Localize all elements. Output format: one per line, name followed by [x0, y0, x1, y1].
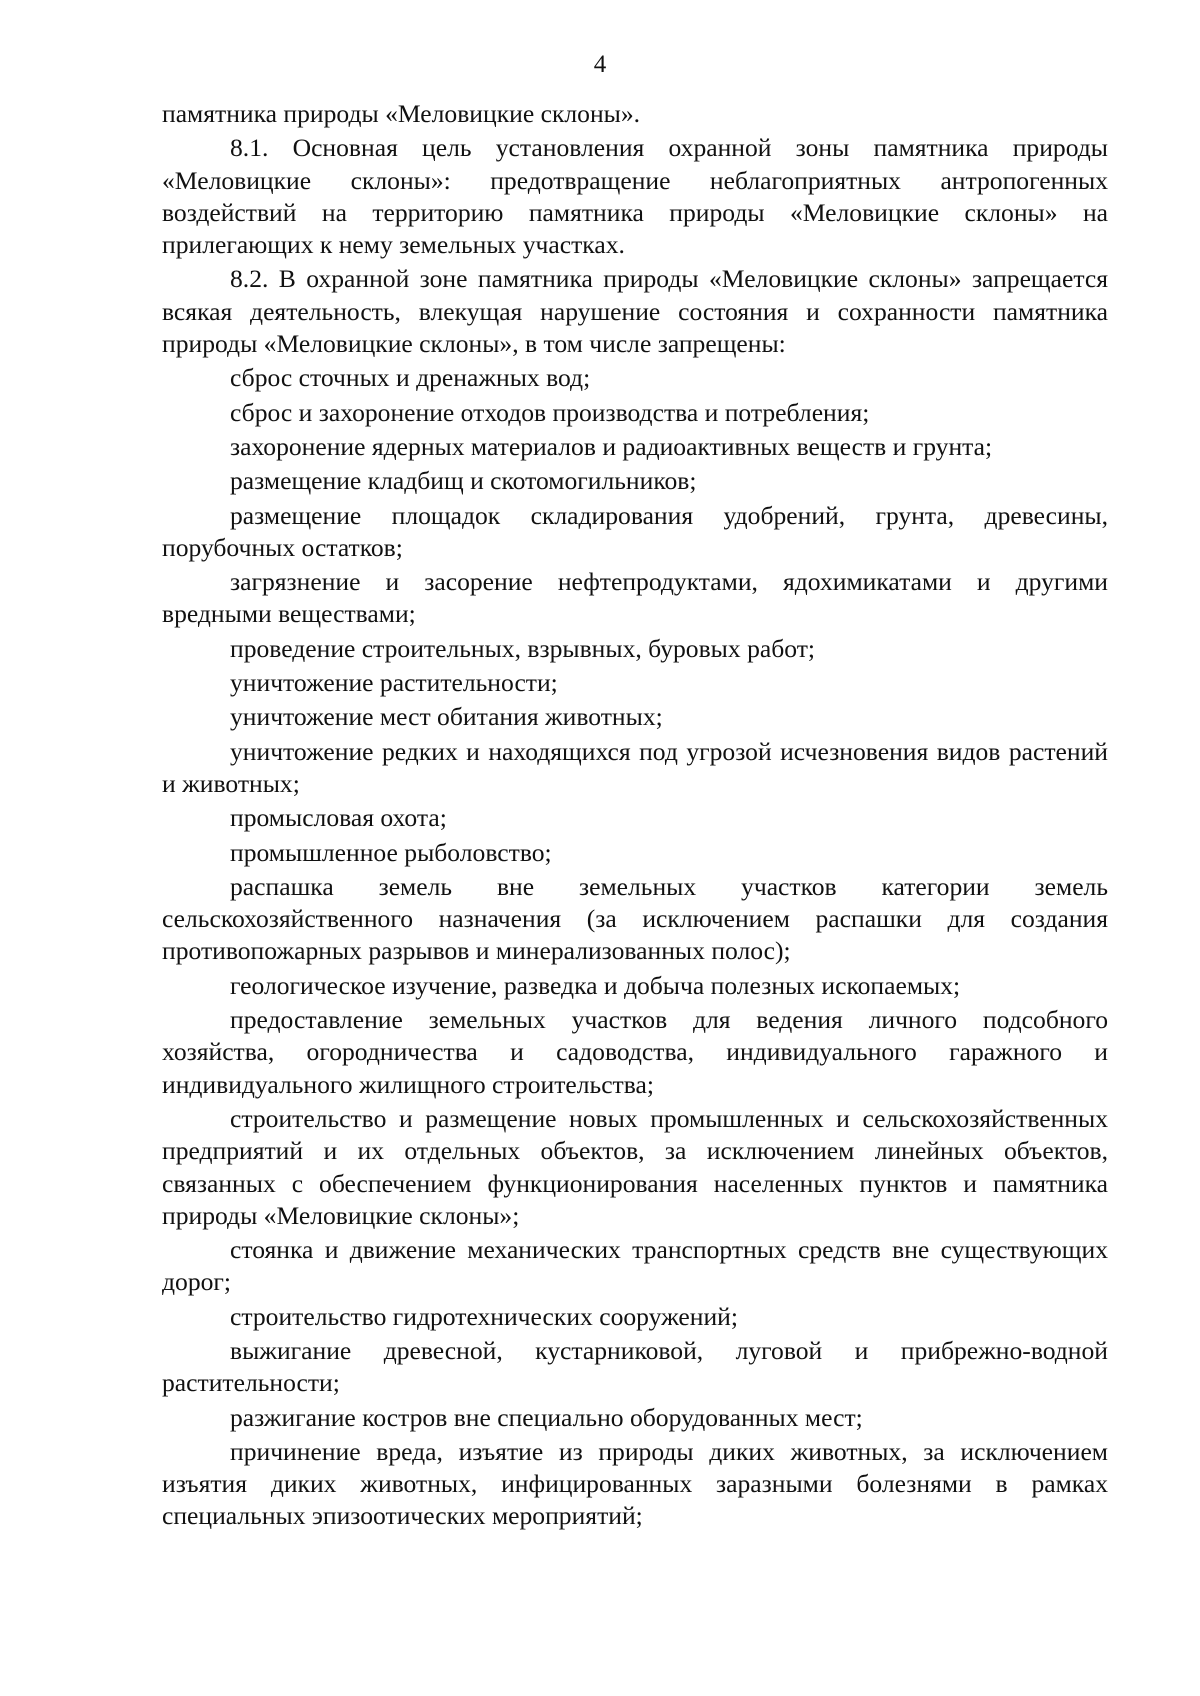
paragraph: промышленное рыболовство;: [230, 837, 552, 867]
paragraph: захоронение ядерных материалов и радиоактивных веществ и грунта;: [230, 431, 993, 461]
page-number: 4: [593, 51, 607, 78]
paragraph: проведение строительных, взрывных, буровых работ;: [230, 633, 816, 663]
paragraph: размещение кладбищ и скотомогильников;: [230, 466, 697, 496]
paragraph-continuation: памятника природы «Меловицкие склоны».: [162, 99, 641, 128]
paragraph: загрязнение и засорение нефтепродуктами, ядохимикатами и другими вредными веществами;: [162, 567, 1108, 629]
paragraph: предоставление земельных участков для ведения личного подсобного хозяйства, огородничества и садоводства, индивидуального гаражного и индивидуального жилищного строительства;: [162, 1005, 1108, 1099]
paragraph: промысловая охота;: [230, 803, 447, 833]
paragraph: распашка земель вне земельных участков категории земель сельскохозяйственного назначения (за исключением распашки для создания противопожарных разрывов и минерализованных полос);: [162, 871, 1108, 966]
paragraph: уничтожение мест обитания животных;: [230, 702, 663, 732]
paragraph: 8.2. В охранной зоне памятника природы «Меловицкие склоны» запрещается всякая деятельность, влекущая нарушение состояния и сохранности памятника природы «Меловицкие склоны», в том числе запрещены:: [162, 264, 1108, 359]
paragraph: уничтожение редких и находящихся под угрозой исчезновения видов растений и животных;: [162, 736, 1108, 798]
paragraph: 8.1. Основная цель установления охранной зоны памятника природы «Меловицкие склоны»: предотвращение неблагоприятных антропогенных воздействий на территорию памятника природы «Меловицкие склоны» на прилегающих к нему земельных участках.: [162, 133, 1108, 260]
paragraph: выжигание древесной, кустарниковой, луговой и прибрежно-водной растительности;: [162, 1335, 1108, 1398]
paragraph: строительство и размещение новых промышленных и сельскохозяйственных предприятий и их отдельных объектов, за исключением линейных объектов, связанных с обеспечением функционирования населенных пунктов и памятника природы «Меловицкие склоны»;: [162, 1103, 1108, 1230]
paragraph: разжигание костров вне специально оборудованных мест;: [230, 1402, 863, 1432]
paragraph: причинение вреда, изъятие из природы диких животных, за исключением изъятия диких животных, инфицированных заразными болезнями в рамках специальных эпизоотических мероприятий;: [162, 1436, 1108, 1531]
paragraph: уничтожение растительности;: [230, 668, 558, 698]
document-body: [162, 98, 1108, 1533]
paragraph: сброс и захоронение отходов производства и потребления;: [230, 397, 870, 427]
paragraph: сброс сточных и дренажных вод;: [230, 363, 591, 393]
paragraph: строительство гидротехнических сооружений;: [230, 1301, 738, 1331]
paragraph: стоянка и движение механических транспортных средств вне существующих дорог;: [162, 1235, 1108, 1297]
paragraph: геологическое изучение, разведка и добыча полезных ископаемых;: [230, 970, 961, 1000]
paragraph: размещение площадок складирования удобрений, грунта, древесины, порубочных остатков;: [162, 500, 1108, 562]
